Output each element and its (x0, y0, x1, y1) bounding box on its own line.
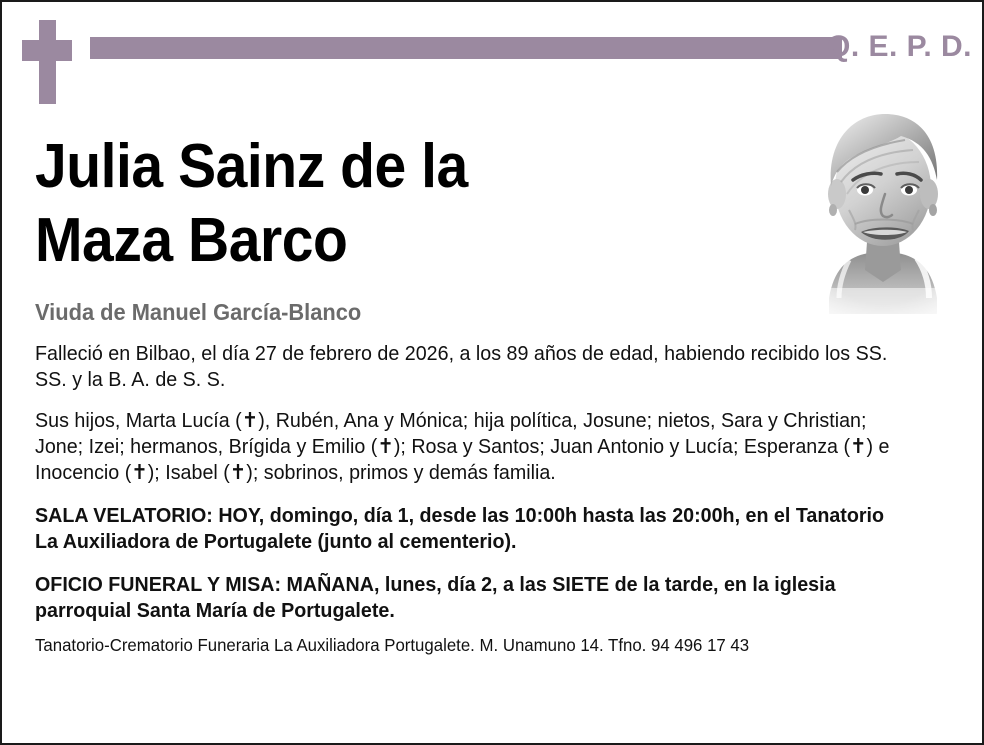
qepd-label: Q. E. P. D. (827, 30, 972, 63)
funeral-home-line: Tanatorio-Crematorio Funeraria La Auxiliadora Portugalete. M. Unamuno 14. Tfno. 94 496 17 43 (35, 635, 750, 655)
notice-header (2, 2, 984, 107)
page-title (35, 130, 605, 278)
latin-cross-icon (22, 20, 72, 104)
wake-paragraph: SALA VELATORIO: HOY, domingo, día 1, desde las 10:00h hasta las 20:00h, en el Tanatorio La Auxiliadora de Portugalete (junto al cementerio). (35, 504, 885, 553)
cross-horizontal-bar (22, 40, 72, 61)
funeral-paragraph: OFICIO FUNERAL Y MISA: MAÑANA, lunes, día 2, a las SIETE de la tarde, en la iglesia parroquial Santa María de Portugalete. (35, 573, 836, 622)
deceased-name-line1: Julia Sainz de la (35, 132, 468, 201)
family-paragraph: Sus hijos, Marta Lucía (✝), Rubén, Ana y Mónica; hija política, Josune; nietos, Sara y Christian; Jone; Izei; hermanos, Brígida y Emilio (✝); Rosa y Santos; Juan Antonio y Lucía; Esperanza (✝) e Inocencio (✝); Isabel (✝); sobrinos, primos y demás familia. (35, 409, 890, 484)
relation-line: Viuda de Manuel García-Blanco (35, 299, 362, 325)
header-rule-bar (90, 37, 842, 59)
cross-vertical-bar (39, 20, 56, 104)
death-paragraph: Falleció en Bilbao, el día 27 de febrero de 2026, a los 89 años de edad, habiendo recibido los SS. SS. y la B. A. de S. S. (35, 342, 888, 391)
deceased-name-line2: Maza Barco (35, 206, 348, 275)
notice-content (35, 130, 945, 656)
